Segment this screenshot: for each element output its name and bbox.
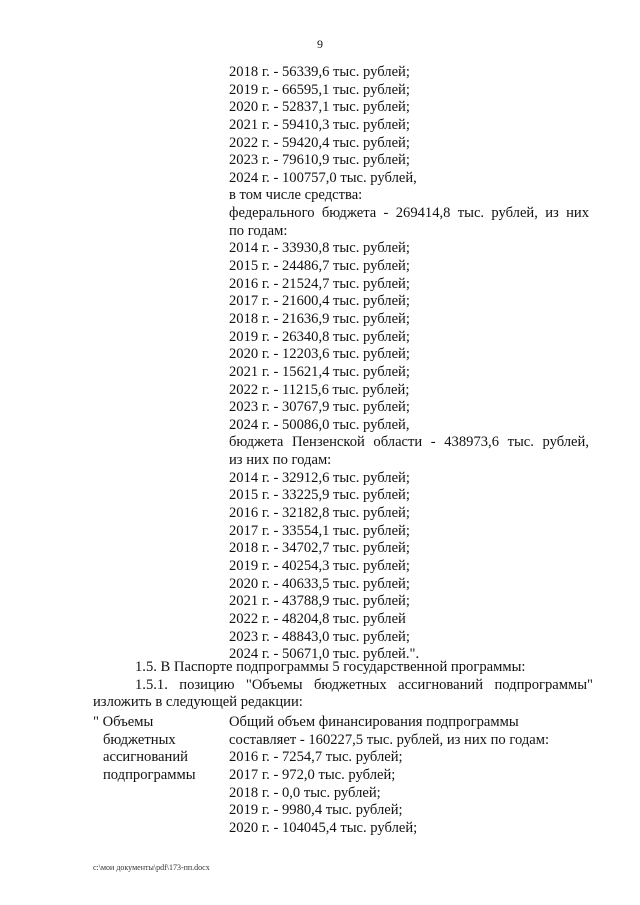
row-value — [229, 714, 589, 837]
list-line: федерального бюджета - 269414,8 тыс. рублей, из них — [229, 205, 589, 222]
file-path-footer: c:\мои документы\pdf\173-пп.docx — [93, 863, 210, 872]
list-line: 2014 г. - 33930,8 тыс. рублей; — [229, 240, 410, 257]
list-line: 2024 г. - 50086,0 тыс. рублей, — [229, 416, 410, 433]
list-line: 2019 г. - 40254,3 тыс. рублей; — [229, 557, 410, 574]
list-line: 2018 г. - 56339,6 тыс. рублей; — [229, 64, 410, 80]
row-label — [93, 714, 223, 785]
paragraph-1-5: 1.5. В Паспорте подпрограммы 5 государственной программы: — [135, 659, 526, 675]
row-value-line: 2019 г. - 9980,4 тыс. рублей; — [229, 802, 403, 819]
list-line: 2020 г. - 52837,1 тыс. рублей; — [229, 99, 410, 116]
list-line: 2023 г. - 30767,9 тыс. рублей; — [229, 399, 410, 416]
list-line: 2022 г. - 11215,6 тыс. рублей; — [229, 381, 410, 398]
row-value-line: 2018 г. - 0,0 тыс. рублей; — [229, 784, 381, 801]
list-line: 2018 г. - 34702,7 тыс. рублей; — [229, 540, 410, 557]
row-value-line: 2016 г. - 7254,7 тыс. рублей; — [229, 749, 403, 766]
list-line: 2015 г. - 24486,7 тыс. рублей; — [229, 258, 410, 275]
list-line: 2024 г. - 50671,0 тыс. рублей.". — [229, 646, 420, 663]
list-line: 2021 г. - 59410,3 тыс. рублей; — [229, 116, 410, 133]
list-line: 2016 г. - 21524,7 тыс. рублей; — [229, 275, 410, 292]
budget-allocation-row — [93, 714, 593, 834]
list-line: 2024 г. - 100757,0 тыс. рублей, — [229, 169, 417, 186]
list-line: 2017 г. - 21600,4 тыс. рублей; — [229, 293, 410, 310]
row-label-line: ассигнований — [103, 749, 188, 766]
list-line: 2018 г. - 21636,9 тыс. рублей; — [229, 310, 410, 327]
row-value-line: составляет - 160227,5 тыс. рублей, из них по годам: — [229, 731, 550, 748]
list-line: 2022 г. - 48204,8 тыс. рублей — [229, 610, 406, 627]
row-label-line: подпрограммы — [103, 766, 196, 783]
list-line: по годам: — [229, 222, 288, 239]
row-label-line: бюджетных — [103, 731, 176, 748]
list-line: 2021 г. - 43788,9 тыс. рублей; — [229, 593, 410, 610]
list-line: 2020 г. - 12203,6 тыс. рублей; — [229, 346, 410, 363]
list-line: 2019 г. - 66595,1 тыс. рублей; — [229, 81, 410, 98]
row-label-line: " Объемы — [93, 714, 154, 730]
list-line: 2021 г. - 15621,4 тыс. рублей; — [229, 363, 410, 380]
list-line: из них по годам: — [229, 452, 332, 469]
list-line: 2015 г. - 33225,9 тыс. рублей; — [229, 487, 410, 504]
list-line: 2019 г. - 26340,8 тыс. рублей; — [229, 328, 410, 345]
page-number: 9 — [317, 37, 323, 51]
paragraph-1-5-1: 1.5.1. позицию "Объемы бюджетных ассигнований подпрограммы" — [135, 677, 593, 693]
list-line: 2022 г. - 59420,4 тыс. рублей; — [229, 134, 410, 151]
list-line: 2020 г. - 40633,5 тыс. рублей; — [229, 575, 410, 592]
row-value-line: 2017 г. - 972,0 тыс. рублей; — [229, 766, 396, 783]
list-line: 2023 г. - 48843,0 тыс. рублей; — [229, 628, 410, 645]
list-line: 2023 г. - 79610,9 тыс. рублей; — [229, 152, 410, 169]
paragraph-1-5-1-continuation: изложить в следующей редакции: — [93, 694, 303, 710]
row-value-line: Общий объем финансирования подпрограммы — [229, 714, 519, 730]
list-line: 2017 г. - 33554,1 тыс. рублей; — [229, 522, 410, 539]
list-line: бюджета Пензенской области - 438973,6 тыс. рублей, — [229, 434, 589, 451]
funding-list — [229, 64, 589, 664]
list-line: в том числе средства: — [229, 187, 363, 204]
list-line: 2016 г. - 32182,8 тыс. рублей; — [229, 505, 410, 522]
row-value-line: 2020 г. - 104045,4 тыс. рублей; — [229, 819, 418, 836]
list-line: 2014 г. - 32912,6 тыс. рублей; — [229, 469, 410, 486]
